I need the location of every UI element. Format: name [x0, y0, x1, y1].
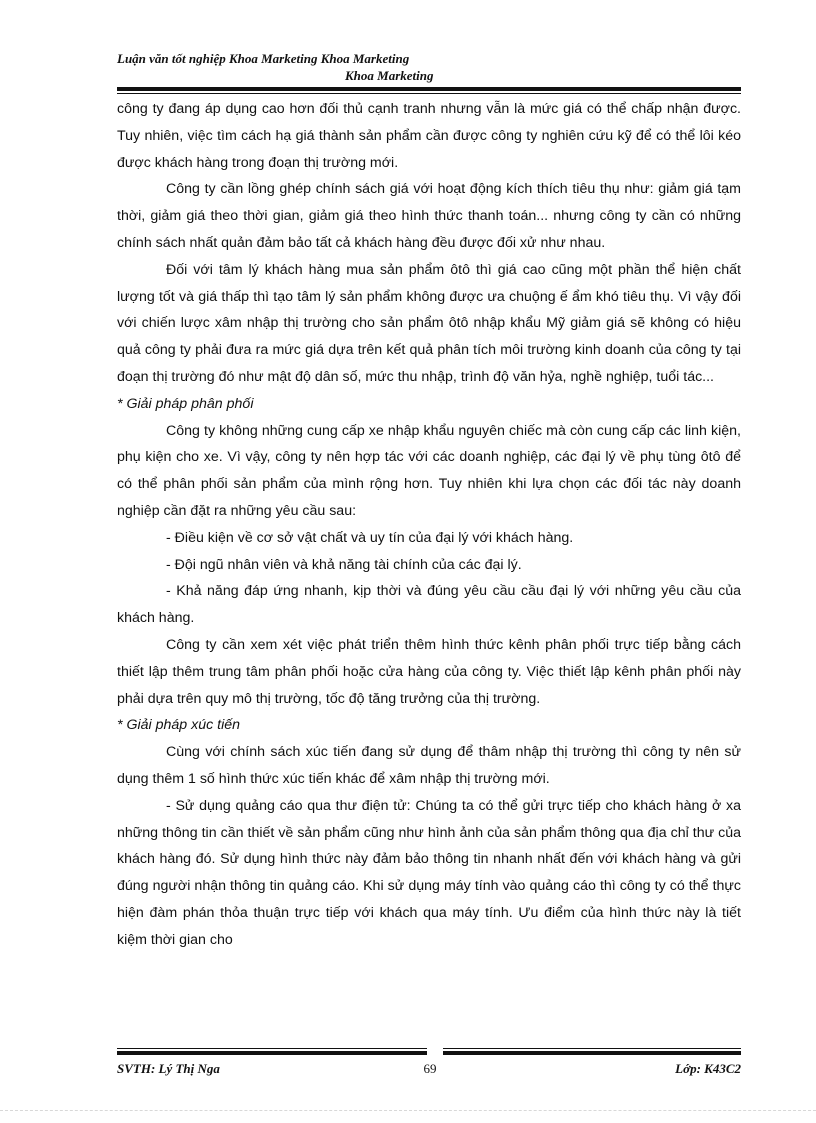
header-line-1: Luận văn tốt nghiệp Khoa Marketing Khoa Marketing	[117, 51, 410, 66]
list-item: - Khả năng đáp ứng nhanh, kịp thời và đúng yêu cầu cầu đại lý với những yêu cầu của khách hàng.	[117, 583, 741, 627]
page-number: 69	[423, 1061, 437, 1076]
footer-rule-thick-left	[117, 1051, 427, 1055]
header-line-2: Khoa Marketing	[345, 68, 434, 83]
header-rule-thin	[117, 93, 741, 94]
list-item: - Điều kiện về cơ sở vật chất và uy tín của đại lý với khách hàng.	[166, 529, 574, 546]
footer-author: SVTH: Lý Thị Nga	[117, 1061, 220, 1076]
paragraph: công ty đang áp dụng cao hơn đối thủ cạnh tranh nhưng vẫn là mức giá có thể chấp nhận được. Tuy nhiên, việc tìm cách hạ giá thành sản phẩm cần được công ty nghiên cứu kỹ để có thể lôi kéo được khách hàng trong đoạn thị trường mới.	[117, 101, 741, 171]
footer-rule-thin-right	[443, 1048, 741, 1049]
paragraph: Công ty cần xem xét việc phát triển thêm hình thức kênh phân phối trực tiếp bằng cách thiết lập thêm trung tâm phân phối hoặc cửa hàng của công ty. Việc thiết lập kênh phân phối này phải dựa trên quy mô thị trường, tốc độ tăng trưởng của thị trường.	[117, 636, 741, 707]
footer-class: Lớp: K43C2	[675, 1061, 741, 1076]
header-rule-thick	[117, 87, 741, 91]
footer-rule-thin-left	[117, 1048, 427, 1049]
paragraph: Cùng với chính sách xúc tiến đang sử dụng để thâm nhập thị trường thì công ty nên sử dụng thêm 1 số hình thức xúc tiến khác để xâm nhập thị trường mới.	[117, 744, 741, 787]
footer-rule-thick-right	[443, 1051, 741, 1055]
running-footer	[117, 1060, 741, 1078]
section-heading-distribution: * Giải pháp phân phối	[117, 395, 254, 412]
body-text	[117, 96, 741, 954]
running-header	[117, 50, 742, 84]
paragraph: Công ty không những cung cấp xe nhập khẩu nguyên chiếc mà còn cung cấp các linh kiện, phụ kiện cho xe. Vì vậy, công ty nên hợp tác với các doanh nghiệp, các đại lý về phụ tùng ôtô để có thể phân phối sản phẩm của mình rộng hơn. Tuy nhiên khi lựa chọn các đối tác này doanh nghiệp cần đặt ra những yêu cầu sau:	[117, 422, 741, 519]
paragraph: Đối với tâm lý khách hàng mua sản phẩm ôtô thì giá cao cũng một phần thể hiện chất lượng tốt và giá thấp thì tạo tâm lý sản phẩm không được ưa chuộng ế ẩm khó tiêu thụ. Vì vậy đối với chiến lược xâm nhập thị trường cho sản phẩm ôtô nhập khẩu Mỹ giảm giá sẽ không có hiệu quả công ty phải đưa ra mức giá dựa trên kết quả phân tích môi trường kinh doanh của công ty tại đoạn thị trường đó như mật độ dân số, mức thu nhập, trình độ văn hỷa, nghề nghiệp, tuổi tác...	[117, 261, 741, 385]
section-heading-promotion: * Giải pháp xúc tiến	[117, 717, 241, 734]
list-item: - Đội ngũ nhân viên và khả năng tài chính của các đại lý.	[166, 556, 522, 573]
paragraph: - Sử dụng quảng cáo qua thư điện tử: Chúng ta có thể gửi trực tiếp cho khách hàng ở xa những thông tin cần thiết về sản phẩm cũng như hình ảnh của sản phẩm thông qua địa chỉ thư của khách hàng đó. Sử dụng hình thức này đảm bảo thông tin nhanh nhất đến với khách hàng và gửi đúng người nhận thông tin quảng cáo. Khi sử dụng máy tính vào quảng cáo thì công ty có thể thực hiện đàm phán thỏa thuận trực tiếp với khách qua máy tính. Ưu điểm của hình thức này là tiết kiệm thời gian cho	[117, 797, 741, 948]
page-break-line	[0, 1110, 816, 1111]
paragraph: Công ty cần lồng ghép chính sách giá với hoạt động kích thích tiêu thụ như: giảm giá tạm thời, giảm giá theo thời gian, giảm giá theo hình thức thanh toán... nhưng công ty cần có những chính sách nhất quản đảm bảo tất cả khách hàng đều được đối xử như nhau.	[117, 181, 741, 251]
